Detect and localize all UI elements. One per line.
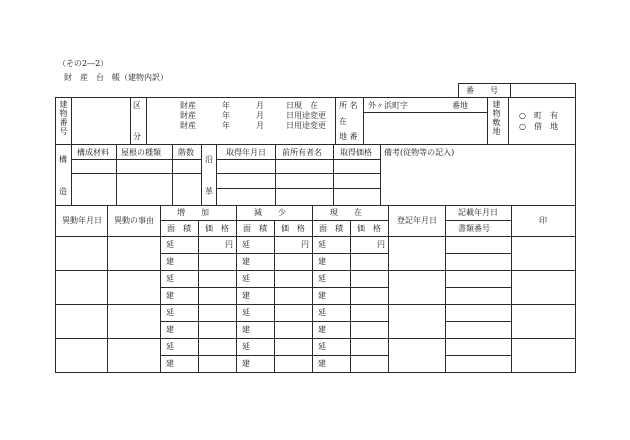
seal-header: 印 (539, 216, 547, 225)
enkaku-label-top: 沿 (205, 155, 213, 164)
row-label-tate: 建 (318, 257, 326, 266)
enkaku-label-bottom: 革 (205, 187, 213, 196)
row-label-nobe: 延 (318, 274, 326, 283)
year-label-1: 年 (222, 101, 230, 110)
record-date-header: 記載年月日 (458, 208, 498, 217)
row-label-nobe: 延 (166, 240, 174, 249)
date-event-1: 日現 在 (286, 101, 318, 110)
bun-label: 分 (133, 132, 141, 141)
floors-col-header: 階数 (178, 148, 194, 157)
month-label-3: 月 (256, 121, 264, 130)
row-label-tate: 建 (166, 291, 174, 300)
acquisition-price-header: 取得価格 (340, 148, 372, 157)
row-label-nobe: 延 (242, 342, 250, 351)
zaisan-label-1: 財産 (180, 101, 196, 110)
form-title: 財 産 台 帳（建物内訳） (64, 73, 168, 82)
row-label-nobe: 延 (166, 308, 174, 317)
number-label: 番 号 (466, 86, 498, 95)
acquisition-date-header: 取得年月日 (226, 148, 266, 157)
building-number-label: 建物番号 (59, 100, 68, 136)
number-field[interactable] (515, 86, 573, 95)
date-event-2: 日用途変更 (286, 111, 326, 120)
change-date-header: 異動年月日 (62, 216, 102, 225)
increase-value-header: 価 格 (205, 224, 229, 233)
row-label-tate: 建 (242, 257, 250, 266)
row-label-nobe: 延 (318, 240, 326, 249)
row-label-tate: 建 (318, 325, 326, 334)
form-subtitle: （その2―2） (58, 59, 109, 68)
row-label-tate: 建 (166, 359, 174, 368)
row-label-nobe: 延 (242, 308, 250, 317)
row-label-nobe: 延 (318, 308, 326, 317)
zai-label: 在 (339, 117, 347, 126)
row-label-nobe: 延 (166, 274, 174, 283)
month-label-2: 月 (256, 111, 264, 120)
yen-unit-label: 円 (377, 240, 385, 249)
zou-label: 造 (59, 187, 67, 196)
decrease-value-header: 価 格 (281, 224, 305, 233)
row-label-tate: 建 (318, 291, 326, 300)
current-area-header: 面 積 (319, 224, 343, 233)
ku-label: 区 (133, 101, 141, 110)
date-event-3: 日用途変更 (286, 121, 326, 130)
row-label-tate: 建 (242, 325, 250, 334)
row-label-nobe: 延 (166, 342, 174, 351)
increase-area-header: 面 積 (167, 224, 191, 233)
yen-unit-label: 円 (225, 240, 233, 249)
roof-col-header: 屋根の種類 (121, 148, 161, 157)
zaisan-label-2: 財産 (180, 111, 196, 120)
current-value-header: 価 格 (357, 224, 381, 233)
site-label: 建物敷地 (492, 100, 501, 136)
change-reason-header: 異動の事由 (114, 216, 154, 225)
doc-number-header: 書類番号 (458, 224, 490, 233)
location-value[interactable]: 外ヶ浜町字 (368, 101, 408, 110)
site-option-owned[interactable]: ○ 町 有 (519, 111, 558, 120)
current-group-header: 現 在 (330, 208, 362, 217)
year-label-3: 年 (222, 121, 230, 130)
row-label-tate: 建 (166, 325, 174, 334)
kou-label: 構 (59, 155, 67, 164)
zaisan-label-3: 財産 (180, 121, 196, 130)
row-label-tate: 建 (166, 257, 174, 266)
row-label-nobe: 延 (242, 240, 250, 249)
month-label-1: 月 (256, 101, 264, 110)
row-label-nobe: 延 (242, 274, 250, 283)
row-label-nobe: 延 (318, 342, 326, 351)
banchi-label: 番地 (452, 101, 468, 110)
chiban-label: 地 番 (339, 132, 358, 141)
row-label-tate: 建 (318, 359, 326, 368)
site-option-leased[interactable]: ○ 借 地 (519, 122, 558, 131)
yen-unit-label: 円 (301, 240, 309, 249)
location-label: 所 名 (339, 101, 358, 110)
previous-owner-header: 前所有者名 (282, 148, 322, 157)
row-label-tate: 建 (242, 291, 250, 300)
register-date-header: 登記年月日 (397, 216, 437, 225)
remarks-label: 備考(従物等の記入) (384, 148, 455, 157)
material-col-header: 構成材料 (77, 148, 109, 157)
decrease-group-header: 減 少 (254, 208, 286, 217)
row-label-tate: 建 (242, 359, 250, 368)
year-label-2: 年 (222, 111, 230, 120)
increase-group-header: 増 加 (177, 208, 209, 217)
decrease-area-header: 面 積 (243, 224, 267, 233)
